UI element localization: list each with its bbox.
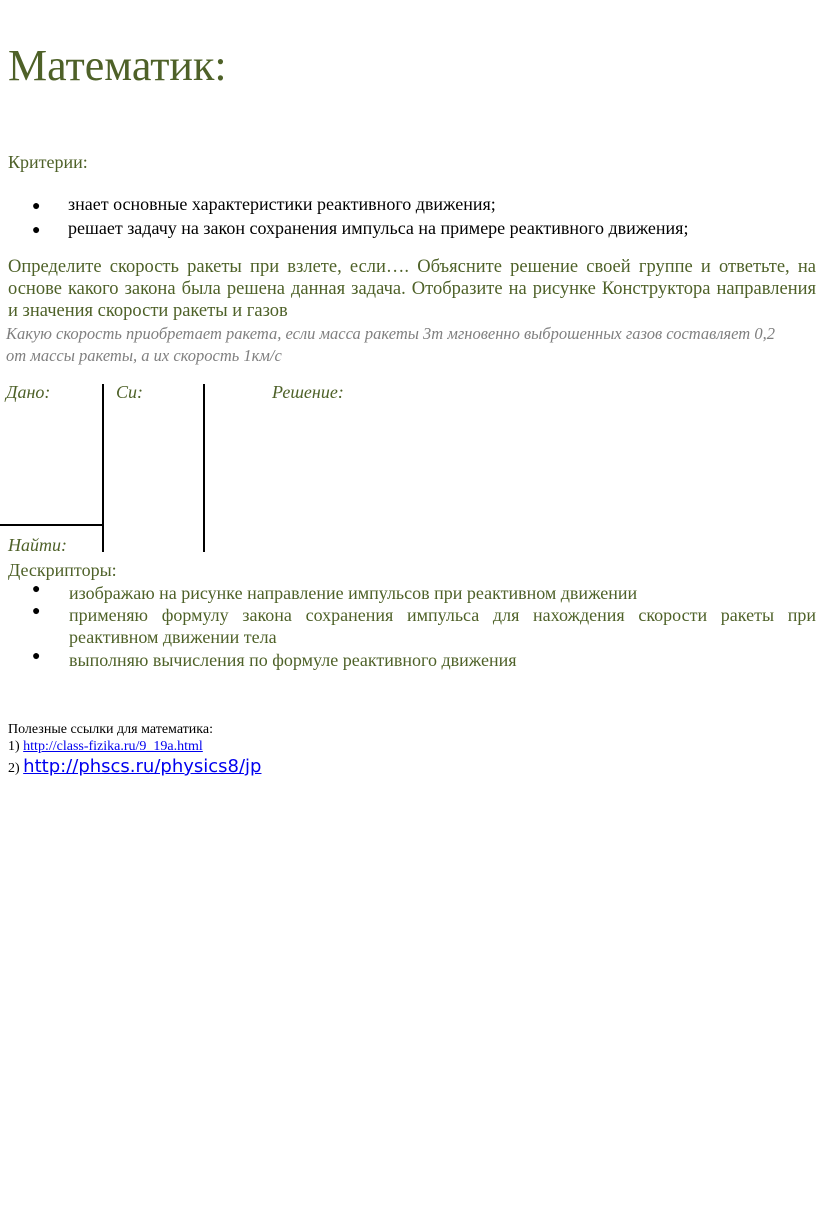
table-divider <box>102 384 104 552</box>
bullet-icon: ● <box>32 223 41 238</box>
links-label: Полезные ссылки для математика: <box>8 722 213 737</box>
bullet-icon: ● <box>32 582 41 597</box>
given-line: от массы ракеты, а их скорость 1км/с <box>6 346 282 365</box>
link-row <box>8 756 261 777</box>
task-line: Определите скорость ракеты при взлете, если…. Объясните решение своей группе и ответьте, на <box>8 257 816 277</box>
criteria-label: Критерии: <box>8 152 88 172</box>
link-number: 2) <box>8 761 20 776</box>
table-divider <box>203 384 205 552</box>
descriptor-item: изображаю на рисунке направление импульсов при реактивном движении <box>69 583 638 603</box>
task-text <box>8 256 816 322</box>
task-line: и значения скорости ракеты и газов <box>8 301 288 321</box>
si-header: Си: <box>116 382 143 402</box>
given-header: Дано: <box>6 382 51 402</box>
table-divider <box>0 524 103 526</box>
descriptors-label: Дескрипторы: <box>8 560 117 580</box>
criteria-item: решает задачу на закон сохранения импульса на примере реактивного движения; <box>68 218 689 238</box>
solution-header: Решение: <box>272 382 344 402</box>
link-row <box>8 739 203 755</box>
bullet-icon: ● <box>32 649 41 664</box>
bullet-icon: ● <box>32 199 41 214</box>
task-line: основе какого закона была решена данная задача. Отобразите на рисунке Конструктора направления <box>8 279 816 299</box>
descriptor-item: выполняю вычисления по формуле реактивного движения <box>69 650 517 670</box>
criteria-item: знает основные характеристики реактивного движения; <box>68 194 496 214</box>
link-phscs[interactable]: http://phscs.ru/physics8/jp <box>23 756 262 777</box>
link-number: 1) <box>8 739 20 754</box>
page-title: Математик: <box>8 41 227 90</box>
list-item <box>32 194 496 215</box>
given-problem <box>6 323 814 367</box>
find-header: Найти: <box>8 535 67 555</box>
link-class-fizika[interactable]: http://class-fizika.ru/9_19a.html <box>23 739 203 754</box>
list-item <box>32 218 688 239</box>
descriptor-item: применяю формулу закона сохранения импульса для нахождения скорости ракеты при реактивном движении тела <box>69 605 816 647</box>
bullet-icon: ● <box>32 604 41 619</box>
given-line: Какую скорость приобретает ракета, если масса ракеты 3т мгновенно выброшенных газов составляет 0,2 <box>6 324 775 343</box>
